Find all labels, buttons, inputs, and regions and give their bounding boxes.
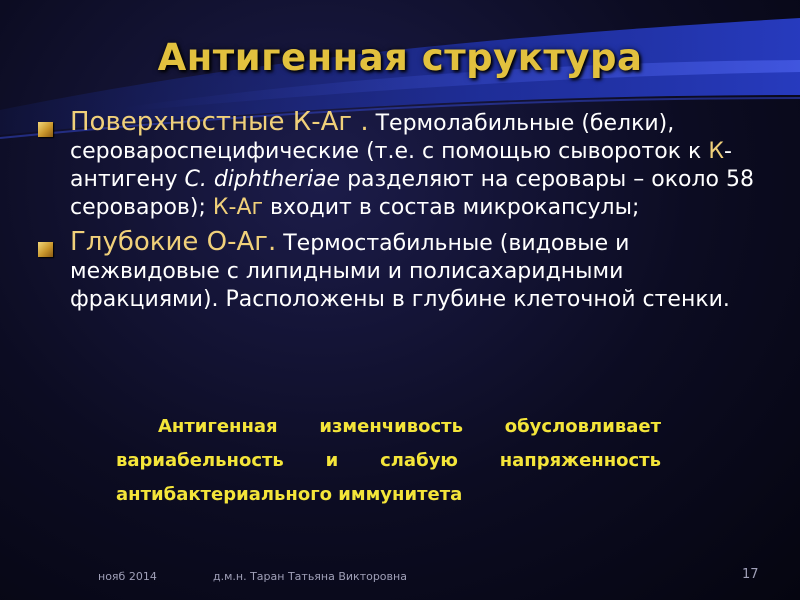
square-bullet-icon bbox=[38, 122, 53, 137]
bullet-text: разделяют на серовары – около 58 сероваров); bbox=[70, 167, 755, 220]
conclusion-text: Антигенная изменчивость обусловливает вариабельность и слабую напряженность антибактериального иммунитета bbox=[116, 416, 661, 505]
bullet-list bbox=[38, 108, 778, 320]
bullet-term: Поверхностные К-Аг . bbox=[70, 107, 369, 137]
bullet-surface-antigen bbox=[38, 108, 778, 222]
highlight-k-ag: К-Аг bbox=[212, 195, 264, 220]
footer-date: нояб 2014 bbox=[98, 570, 157, 583]
highlight-k: К bbox=[708, 139, 724, 164]
species-name: C. diphtheriae bbox=[184, 167, 341, 192]
bullet-term: Глубокие О-Аг. bbox=[70, 227, 277, 257]
bullet-text: входит в состав микрокапсулы; bbox=[263, 195, 640, 220]
bullet-text: -антигену bbox=[70, 139, 732, 192]
bullet-text: Термостабильные (видовые и межвидовые с липидными и полисахаридными фракциями). Расположены в глубине клеточной стенки. bbox=[70, 231, 730, 312]
footer-author: д.м.н. Таран Татьяна Викторовна bbox=[213, 570, 407, 583]
slide-number: 17 bbox=[742, 567, 759, 582]
bullet-text: Термолабильные (белки), серовароспецифические (т.е. с помощью сывороток к bbox=[70, 111, 709, 164]
slide-title: Антигенная структура bbox=[157, 36, 643, 79]
bullet-deep-antigen bbox=[38, 228, 778, 314]
conclusion-note bbox=[116, 410, 661, 512]
square-bullet-icon bbox=[38, 242, 53, 257]
